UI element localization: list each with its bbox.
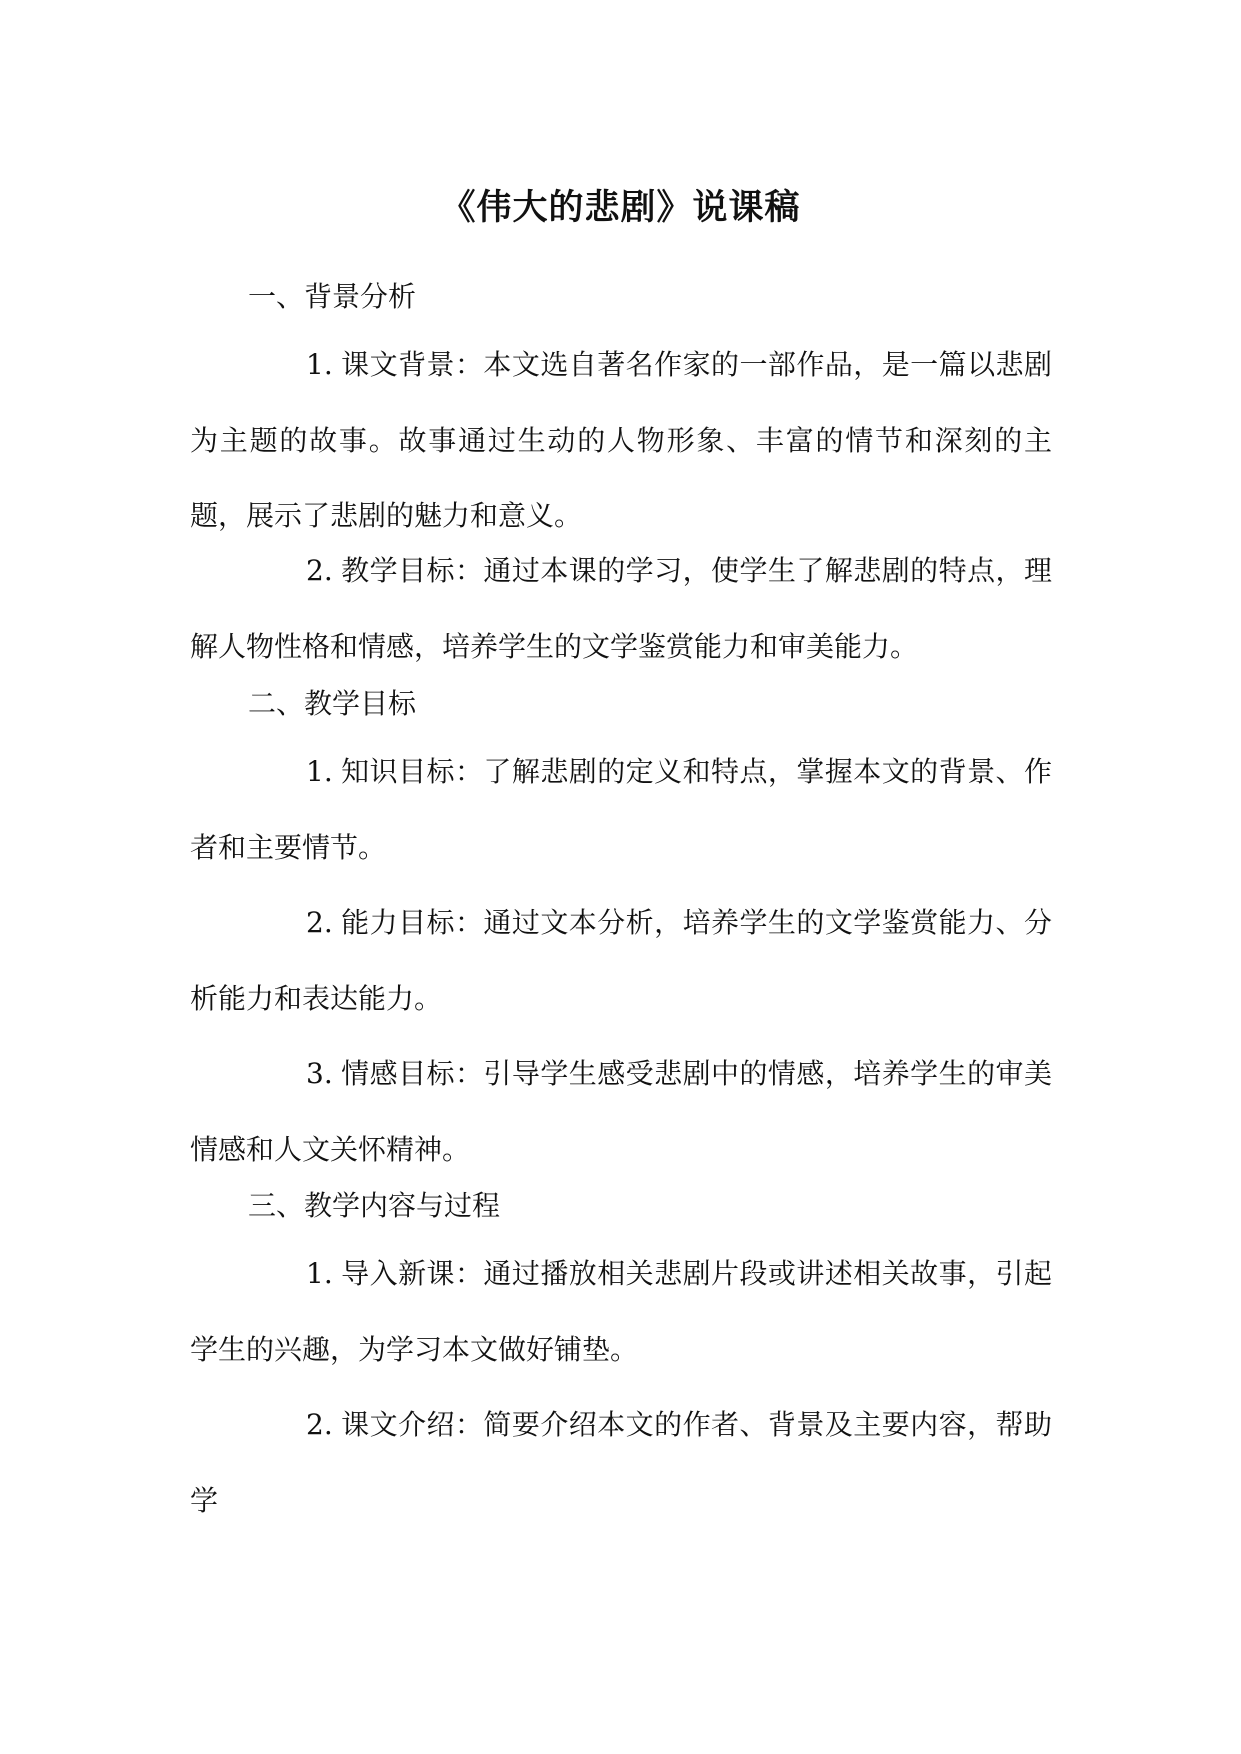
section-heading-background: 一、背景分析 xyxy=(248,280,417,313)
section-heading-content-process: 三、教学内容与过程 xyxy=(248,1189,501,1222)
paragraph-text: 能力目标：通过文本分析，培养学生的文学鉴赏能力、分析能力和表达能力。 xyxy=(190,906,1052,1015)
paragraph-text: 知识目标：了解悲剧的定义和特点，掌握本文的背景、作者和主要情节。 xyxy=(190,755,1052,864)
item-number: 1. xyxy=(306,1257,333,1290)
paragraph-teaching-goal xyxy=(190,533,1052,684)
paragraph-ability-objective xyxy=(190,885,1052,1036)
item-number: 2. xyxy=(306,554,333,587)
item-number: 3. xyxy=(306,1057,333,1090)
item-number: 1. xyxy=(306,755,333,788)
paragraph-knowledge-objective xyxy=(190,734,1052,885)
paragraph-course-background xyxy=(190,327,1052,554)
paragraph-text: 教学目标：通过本课的学习，使学生了解悲剧的特点，理解人物性格和情感，培养学生的文学鉴赏能力和审美能力。 xyxy=(190,554,1052,663)
paragraph-text: 课文介绍：简要介绍本文的作者、背景及主要内容，帮助学 xyxy=(190,1408,1052,1517)
paragraph-text: 课文背景：本文选自著名作家的一部作品，是一篇以悲剧为主题的故事。故事通过生动的人物形象、丰富的情节和深刻的主题，展示了悲剧的魅力和意义。 xyxy=(190,348,1052,532)
item-number: 2. xyxy=(306,1408,333,1441)
paragraph-introduction xyxy=(190,1236,1052,1387)
paragraph-text: 情感目标：引导学生感受悲剧中的情感，培养学生的审美情感和人文关怀精神。 xyxy=(190,1057,1052,1166)
paragraph-emotion-objective xyxy=(190,1036,1052,1187)
paragraph-text: 导入新课：通过播放相关悲剧片段或讲述相关故事，引起学生的兴趣，为学习本文做好铺垫。 xyxy=(190,1257,1052,1366)
document-title: 《伟大的悲剧》说课稿 xyxy=(440,187,801,228)
section-heading-teaching-objectives: 二、教学目标 xyxy=(248,687,417,720)
paragraph-text-intro xyxy=(190,1387,1052,1538)
item-number: 1. xyxy=(306,348,333,381)
item-number: 2. xyxy=(306,906,333,939)
